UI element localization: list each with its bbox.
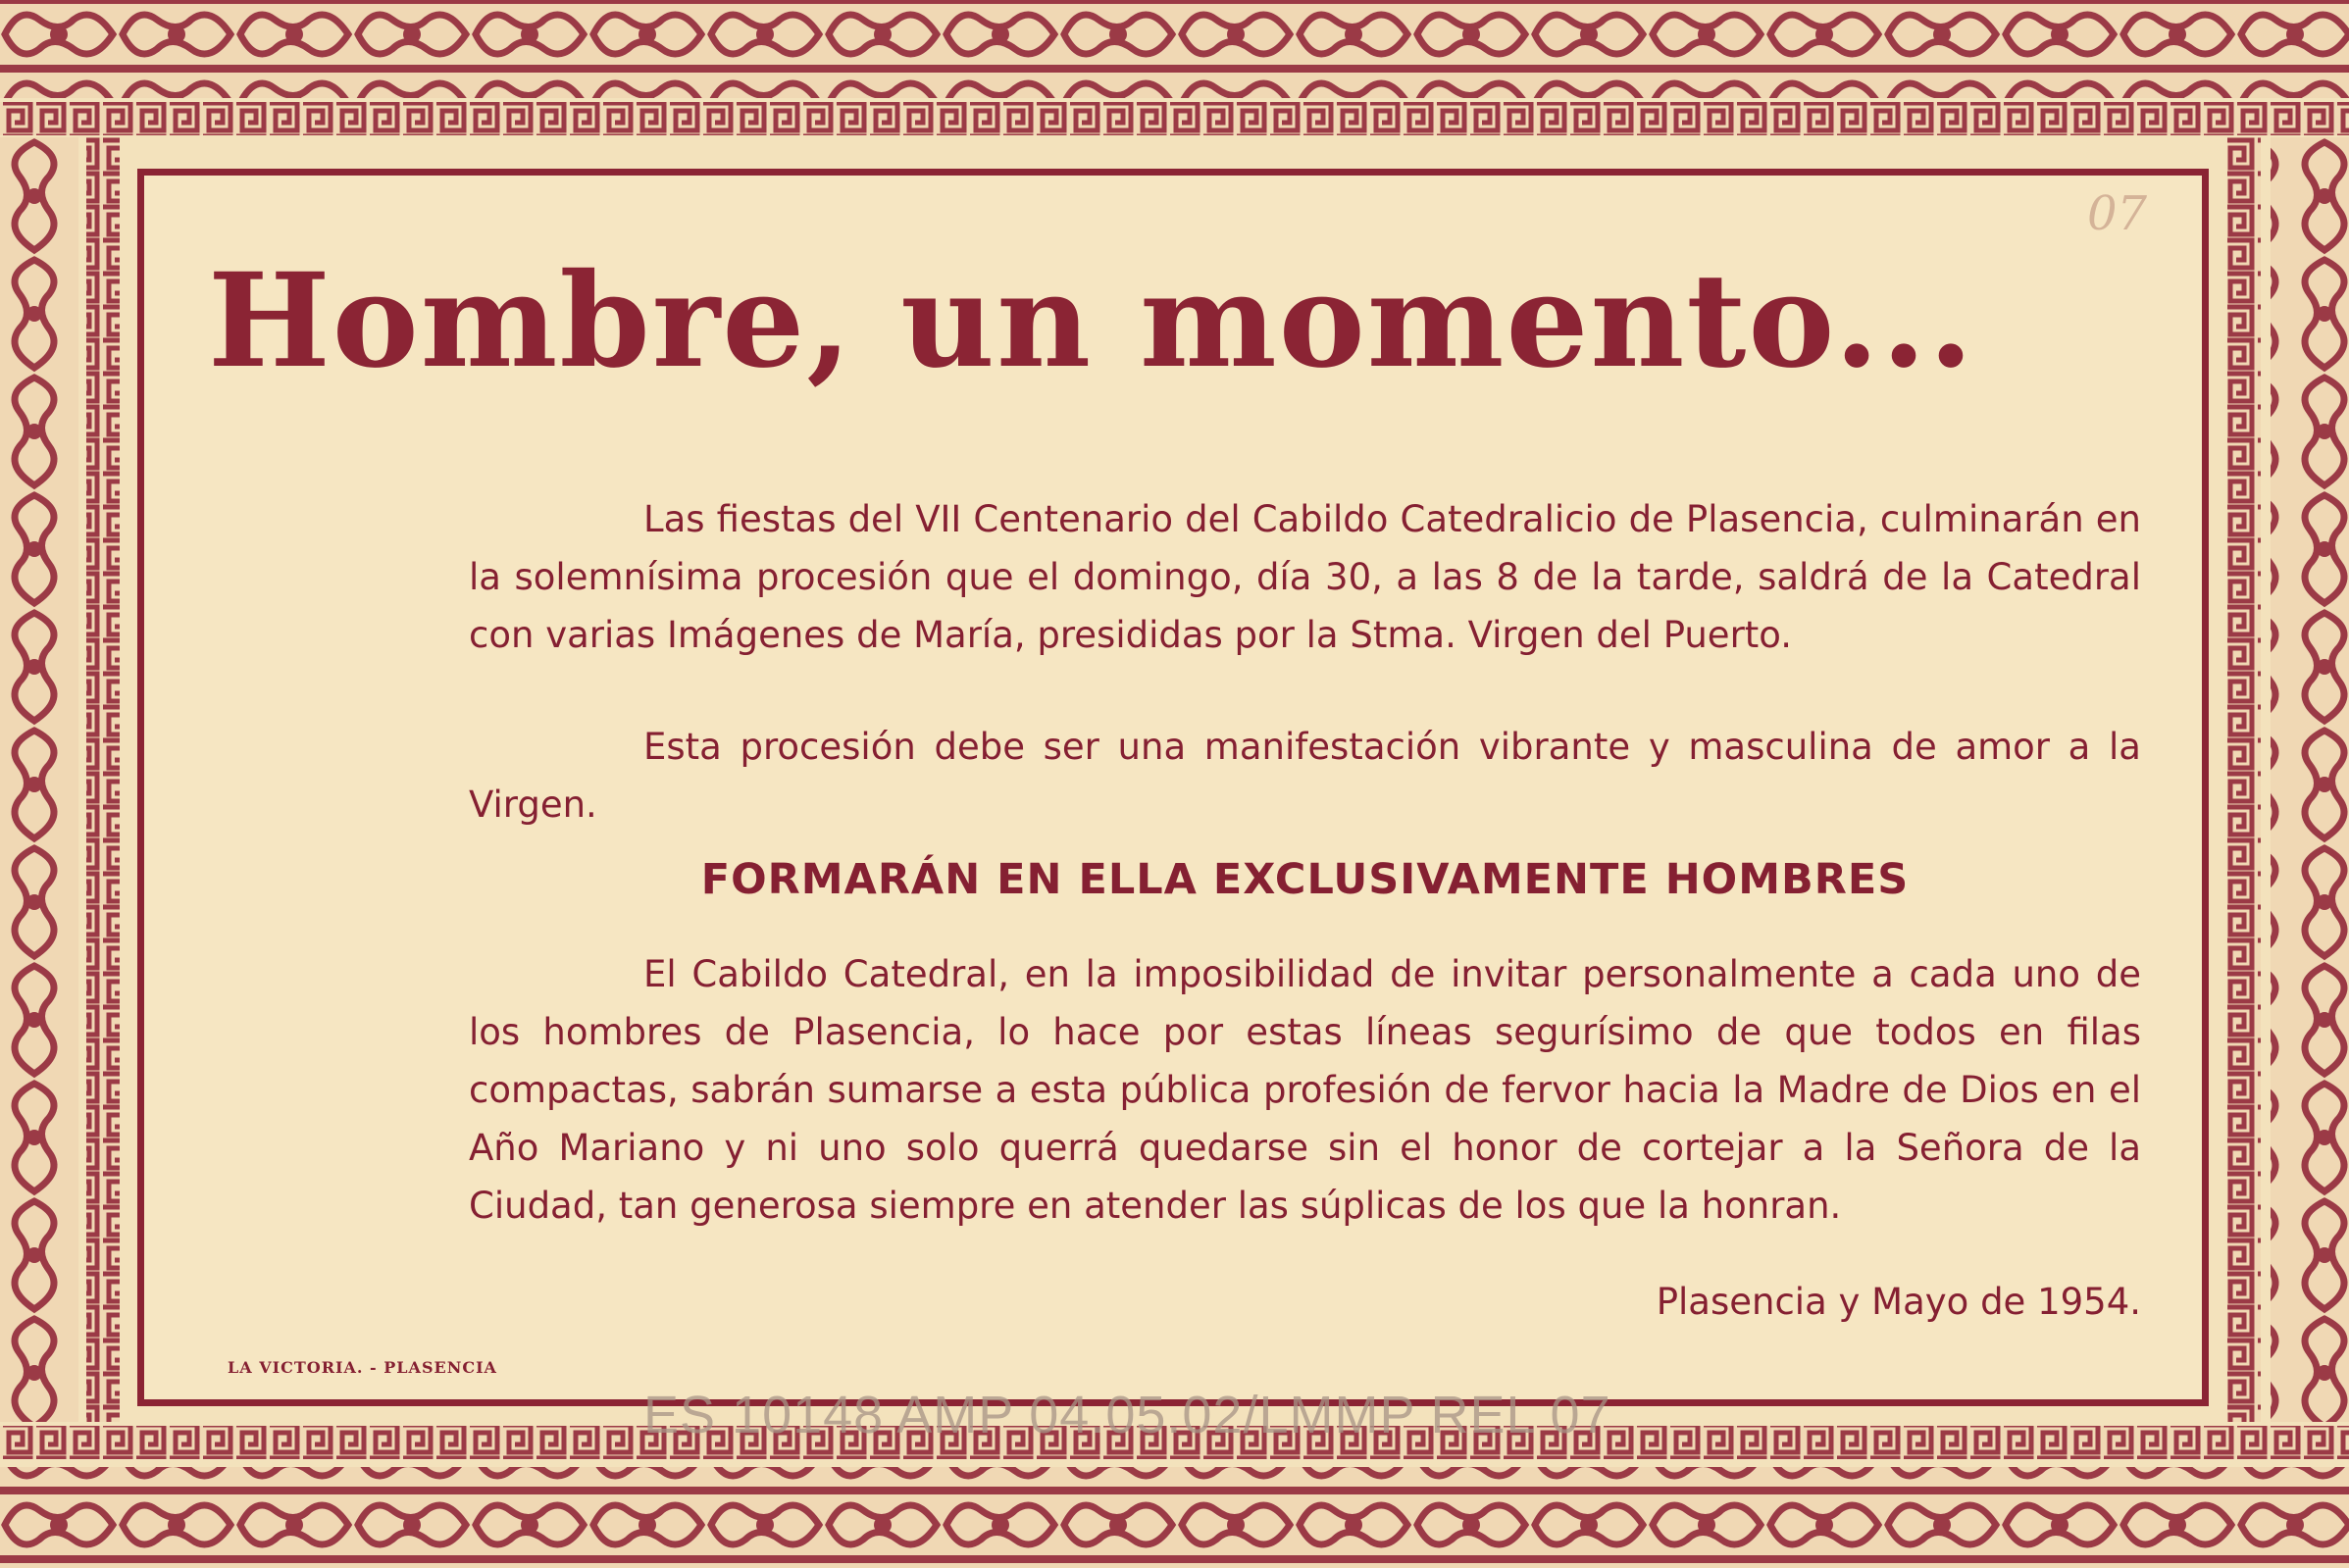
printer-imprint: LA VICTORIA. - PLASENCIA xyxy=(228,1358,497,1377)
subheading: FORMARÁN EN ELLA EXCLUSIVAMENTE HOMBRES xyxy=(700,855,1910,904)
archive-reference-stamp: ES 10148 AMP 04.05.02/LMMP REL 07 xyxy=(643,1386,1611,1444)
body-paragraph: Esta procesión debe ser una manifestación vibrante y masculina de amor a la Virgen. xyxy=(469,726,2141,826)
handwritten-number: 07 xyxy=(2087,186,2148,241)
ornamental-border-right xyxy=(2221,137,2349,1422)
body-paragraph: Las fiestas del VII Centenario del Cabildo Catedralicio de Plasencia, culminarán en la solemnísima procesión que el domingo, día 30, a las 8 de la tarde, saldrá de la Catedral con varias Imágenes de María, presididas por la Stma. Virgen del Puerto. xyxy=(469,498,2141,656)
ornament-pattern-right xyxy=(2221,137,2349,1422)
body-paragraph: El Cabildo Catedral, en la imposibilidad de invitar personalmente a cada uno de los hombres de Plasencia, lo hace por estas líneas segurísimo de que todos en filas compactas, sabrán sumarse a esta pública profesión de fervor hacia la Madre de Dios en el Año Mariano y ni uno solo querrá quedarse sin el honor de cortejar a la Señora de la Ciudad, tan generosa siempre en atender las súplicas de los que la honran. xyxy=(469,953,2141,1227)
ornament-pattern-left xyxy=(0,137,128,1422)
ornamental-border-left xyxy=(0,137,128,1422)
place-date-line: Plasencia y Mayo de 1954. xyxy=(1656,1281,2141,1323)
ornament-pattern-top xyxy=(0,0,2349,137)
page-title: Hombre, un momento... xyxy=(208,245,1975,397)
ornamental-border-top xyxy=(0,0,2349,137)
